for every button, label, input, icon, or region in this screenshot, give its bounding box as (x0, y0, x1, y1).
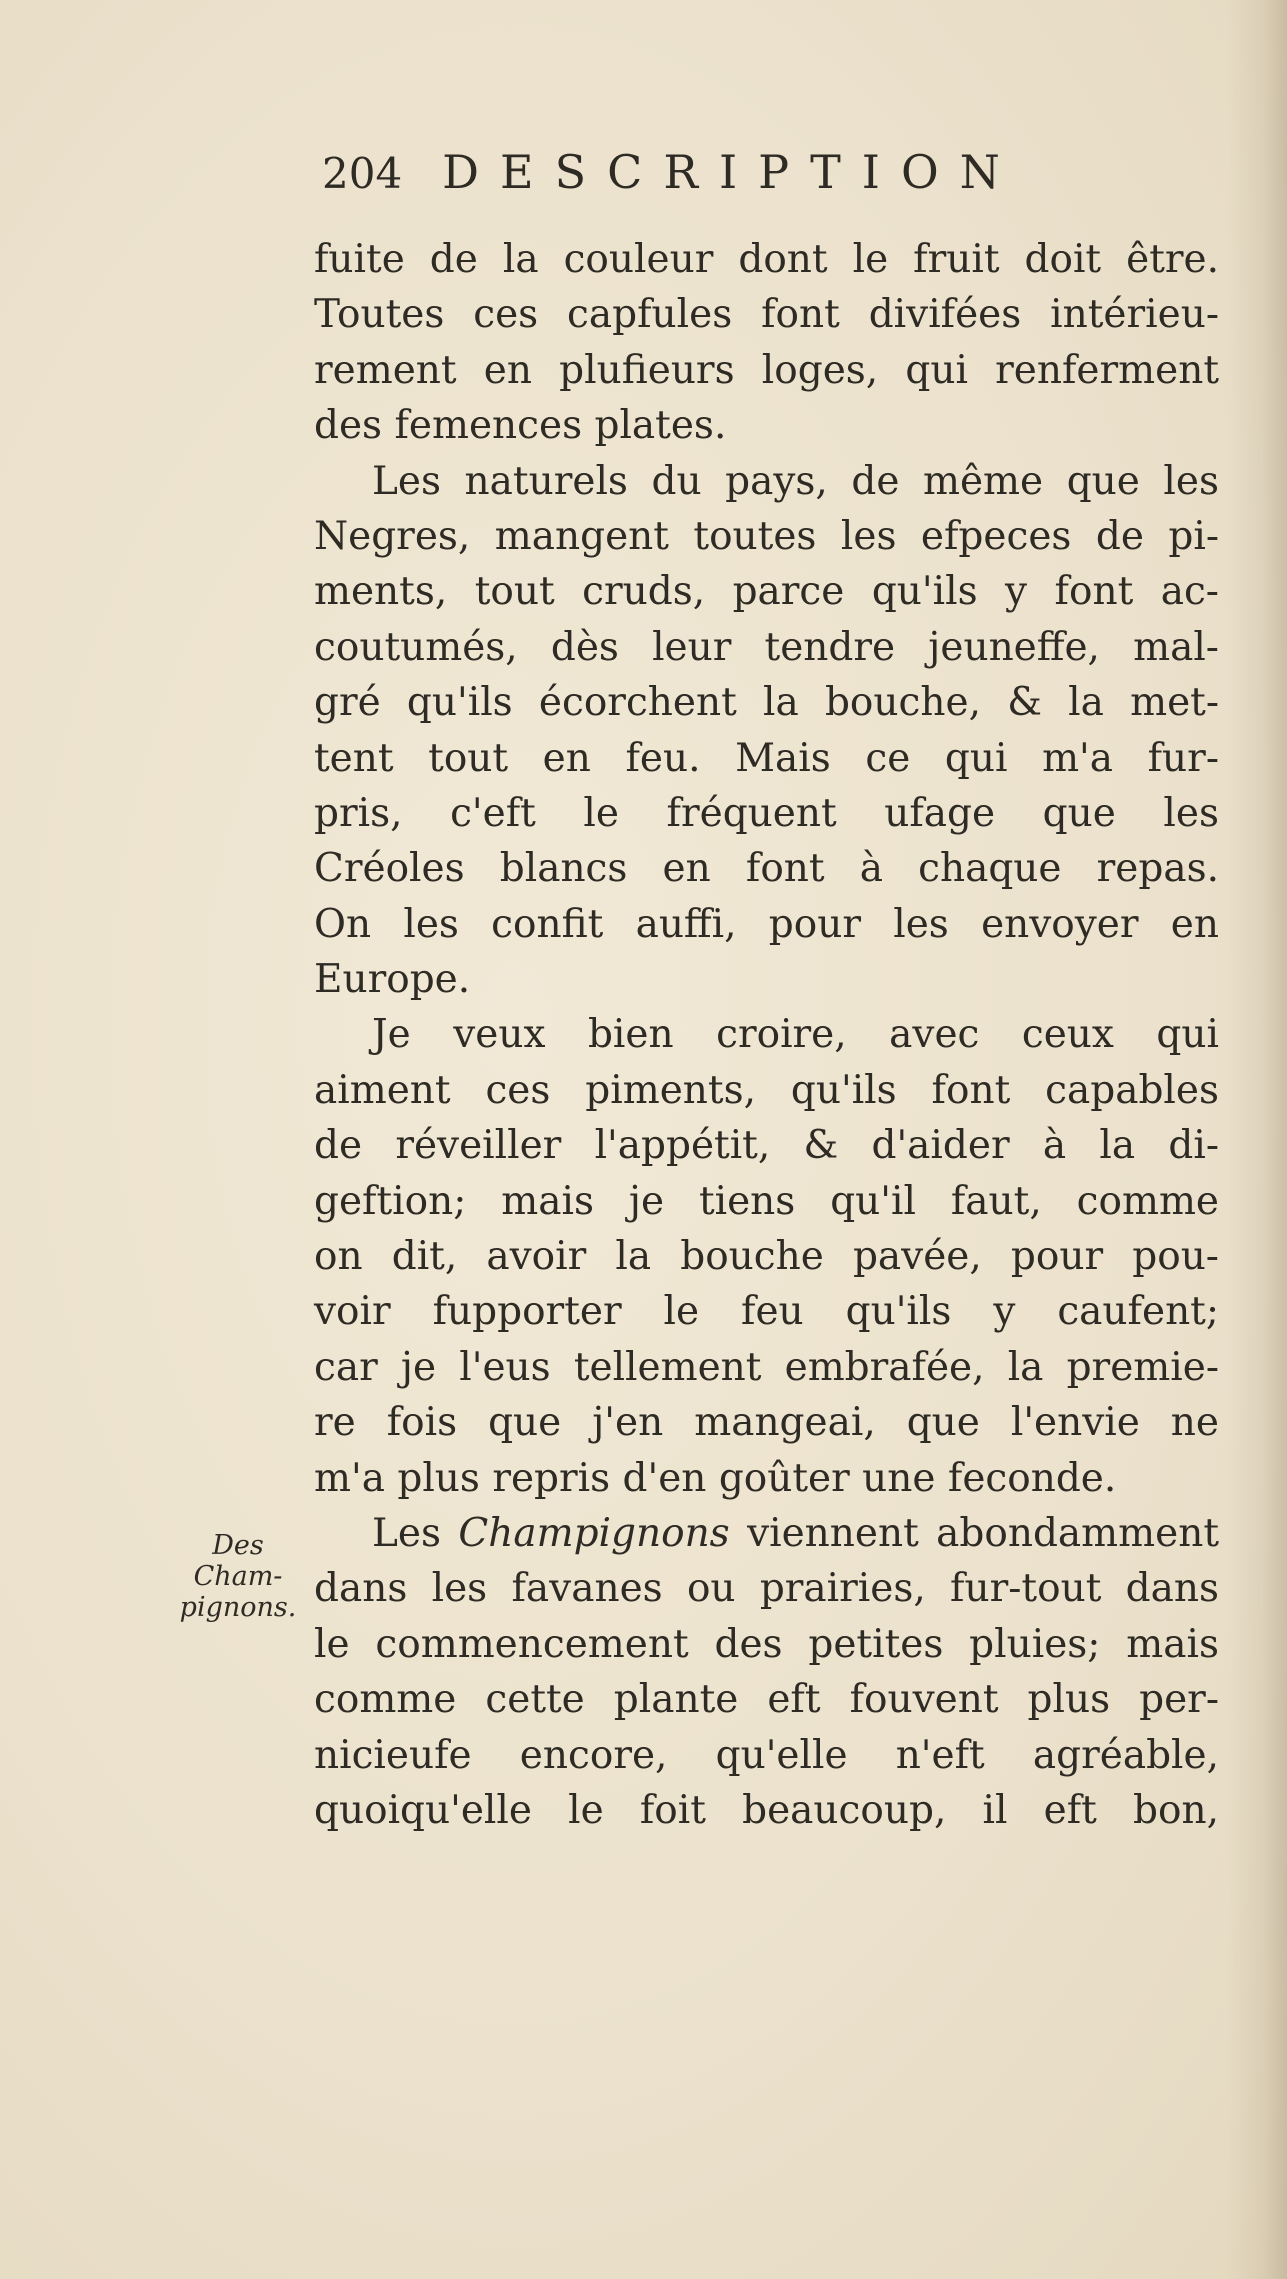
running-head: DESCRIPTION (442, 145, 1021, 199)
text-line: Les naturels du pays, de même que les (372, 458, 1219, 504)
margin-note-line: pignons. (179, 1592, 297, 1623)
margin-note-line: Cham- (193, 1561, 283, 1592)
text-line: ments, tout cruds, parce qu'ils y font ac- (314, 569, 1219, 615)
text-line: fuite de la couleur dont le fruit doit être. (314, 237, 1219, 282)
text-line: On les confit auffi, pour les envoyer en (314, 901, 1219, 947)
text-line: Créoles blancs en font à chaque repas. (314, 846, 1219, 892)
text-line: re fois que j'en mangeai, que l'envie ne (314, 1400, 1219, 1446)
page-header (322, 140, 1222, 204)
page-number: 204 (322, 149, 403, 198)
text-line: pris, c'eft le fréquent ufage que les (314, 790, 1219, 836)
text-line: tent tout en feu. Mais ce qui m'a fur- (314, 735, 1219, 781)
text-line: coutumés, dès leur tendre jeuneffe, mal- (314, 624, 1219, 670)
text-line: Negres, mangent toutes les efpeces de pi- (314, 513, 1219, 559)
text-line: aiment ces piments, qu'ils font capables (314, 1067, 1219, 1113)
text-line: quoiqu'elle le foit beaucoup, il eft bon, (314, 1787, 1219, 1833)
text-line: des femences plates. (314, 403, 727, 449)
text-line: le commencement des petites pluies; mais (314, 1621, 1219, 1667)
text-line: dans les favanes ou prairies, fur-tout dans (314, 1566, 1219, 1612)
text-line: gré qu'ils écorchent la bouche, & la met- (314, 680, 1219, 726)
text-line-with-italic (314, 1506, 1219, 1561)
text-line: Toutes ces capfules font divifées intérieu- (314, 292, 1219, 338)
text-line: geftion; mais je tiens qu'il faut, comme (314, 1178, 1219, 1224)
text-line: m'a plus repris d'en goûter une feconde. (314, 1455, 1117, 1501)
text-line: on dit, avoir la bouche pavée, pour pou- (314, 1234, 1219, 1280)
body-text (314, 232, 1219, 1838)
text-line: car je l'eus tellement embrafée, la premie- (314, 1344, 1219, 1390)
text-segment: viennent abondamment (729, 1510, 1220, 1556)
italic-term: Champignons (458, 1510, 730, 1556)
text-line: voir fupporter le feu qu'ils y caufent; (314, 1289, 1219, 1335)
text-line: de réveiller l'appétit, & d'aider à la di- (314, 1123, 1219, 1169)
margin-note-line: Des (212, 1530, 264, 1561)
text-line: Europe. (314, 957, 471, 1003)
gutter-shadow (1227, 0, 1287, 2279)
text-line: rement en plufieurs loges, qui renferment (314, 347, 1219, 393)
text-line: Je veux bien croire, avec ceux qui (372, 1012, 1219, 1058)
margin-note (168, 1530, 308, 1623)
text-line: comme cette plante eft fouvent plus per- (314, 1677, 1219, 1723)
text-segment: Les (372, 1510, 459, 1556)
text-line: nicieufe encore, qu'elle n'eft agréable, (314, 1732, 1219, 1778)
